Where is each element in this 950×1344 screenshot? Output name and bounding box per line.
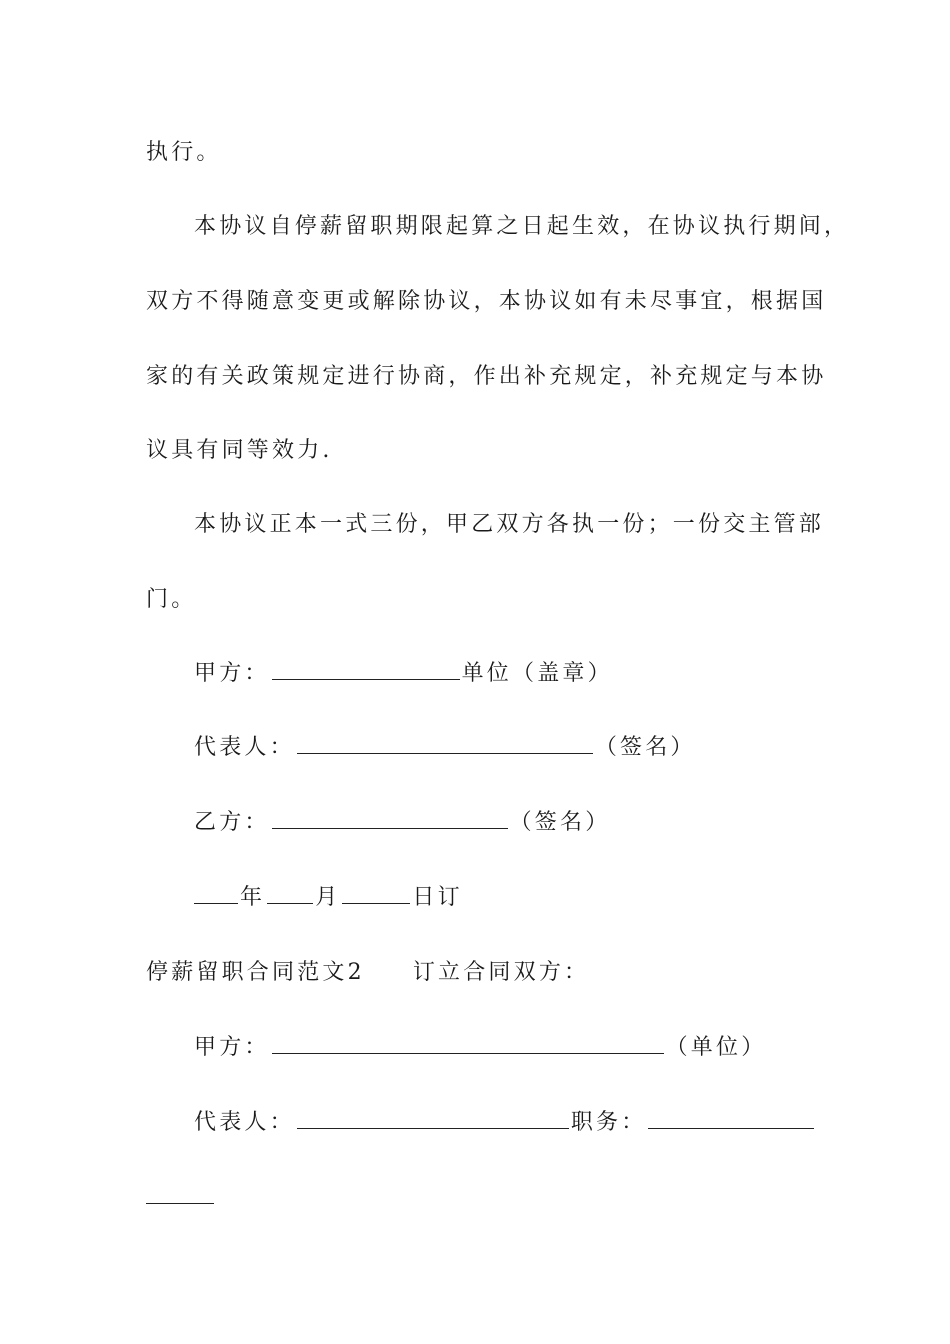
paragraph-line: 门。 (146, 587, 197, 612)
contract2-party-a-line (194, 1033, 874, 1063)
day-label: 日订 (412, 885, 463, 910)
paragraph-line: 执行。 (146, 140, 222, 165)
contract2-rep-line (194, 1108, 874, 1138)
contract2-rep-label: 代表人： (194, 1110, 295, 1135)
party-b-label: 乙方： (194, 810, 270, 835)
rep-suffix: （签名） (594, 735, 696, 760)
contract2-party-a-suffix: （单位） (665, 1035, 767, 1060)
party-a-signature-line (194, 659, 874, 689)
paragraph-line: 议具有同等效力. (146, 438, 333, 463)
contract2-position-blank-continuation[interactable] (146, 1203, 214, 1204)
contract2-heading-line (146, 958, 826, 988)
rep-blank[interactable] (297, 735, 593, 754)
contract2-position-label: 职务： (570, 1110, 647, 1135)
contract2-parties-intro: 订立合同双方： (412, 960, 590, 985)
month-label: 月 (315, 885, 341, 910)
representative-signature-line (194, 733, 874, 763)
party-b-blank[interactable] (272, 810, 508, 829)
day-blank[interactable] (342, 885, 410, 904)
rep-label: 代表人： (194, 735, 295, 760)
contract2-party-a-label: 甲方： (194, 1035, 270, 1060)
paragraph-line: 家的有关政策规定进行协商，作出补充规定，补充规定与本协 (146, 364, 827, 389)
contract2-party-a-blank[interactable] (272, 1035, 664, 1054)
contract2-heading: 停薪留职合同范文2 (146, 960, 365, 985)
contract2-rep-blank[interactable] (297, 1110, 569, 1129)
party-b-signature-line (194, 808, 874, 838)
contract2-position-blank[interactable] (648, 1110, 814, 1129)
month-blank[interactable] (267, 885, 313, 904)
party-b-suffix: （签名） (509, 810, 611, 835)
party-a-blank[interactable] (272, 661, 460, 680)
year-blank[interactable] (194, 885, 238, 904)
paragraph-line: 本协议自停薪留职期限起算之日起生效，在协议执行期间， (194, 214, 850, 239)
paragraph-line: 双方不得随意变更或解除协议，本协议如有未尽事宜，根据国 (146, 289, 827, 314)
party-a-label: 甲方： (194, 661, 270, 686)
date-line (194, 883, 874, 913)
year-label: 年 (240, 885, 266, 910)
party-a-suffix: 单位（盖章） (461, 661, 613, 686)
paragraph-line: 本协议正本一式三份，甲乙双方各执一份；一份交主管部 (194, 512, 825, 537)
